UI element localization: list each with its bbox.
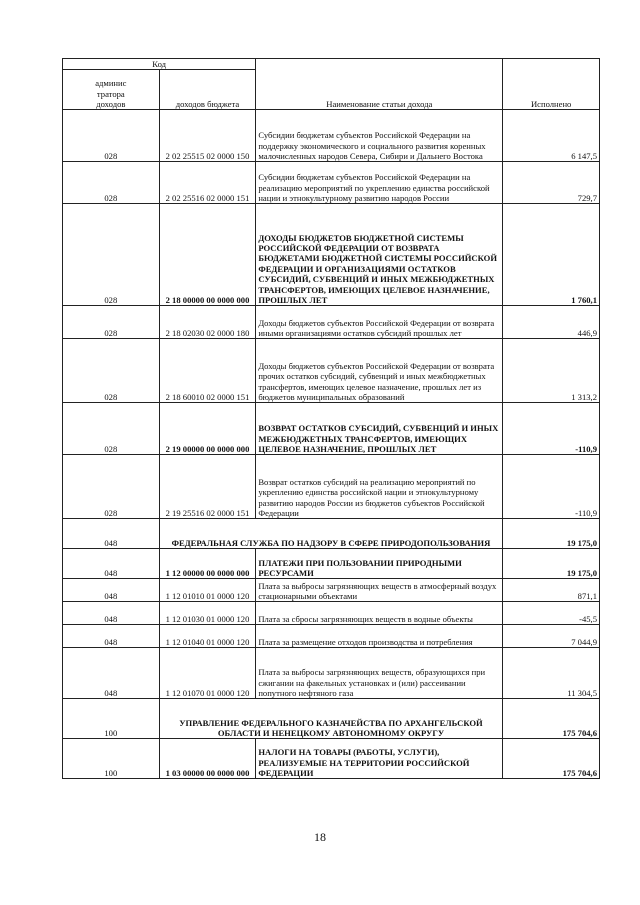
budget-code: 1 12 01030 01 0000 120	[159, 602, 256, 625]
header-row-top	[63, 59, 600, 70]
table-row	[63, 699, 600, 739]
admin-code: 028	[63, 455, 160, 519]
section-title: УПРАВЛЕНИЕ ФЕДЕРАЛЬНОГО КАЗНАЧЕЙСТВА ПО АРХАНГЕЛЬСКОЙ ОБЛАСТИ И НЕНЕЦКОМУ АВТОНОМНОМУ ОКРУГУ	[159, 699, 503, 739]
income-name: ВОЗВРАТ ОСТАТКОВ СУБСИДИЙ, СУБВЕНЦИЙ И ИНЫХ МЕЖБЮДЖЕТНЫХ ТРАНСФЕРТОВ, ИМЕЮЩИХ ЦЕЛЕВОЕ НАЗНАЧЕНИЕ, ПРОШЛЫХ ЛЕТ	[256, 403, 503, 455]
page-number: 18	[314, 830, 326, 844]
admin-code: 048	[63, 625, 160, 648]
income-name: Доходы бюджетов субъектов Российской Федерации от возврата иными организациями остатков субсидий прошлых лет	[256, 306, 503, 339]
budget-code: 2 02 25515 02 0000 150	[159, 110, 256, 162]
income-name: ПЛАТЕЖИ ПРИ ПОЛЬЗОВАНИИ ПРИРОДНЫМИ РЕСУРСАМИ	[256, 549, 503, 579]
executed-amount: -110,9	[503, 403, 600, 455]
executed-amount: 175 704,6	[503, 739, 600, 779]
admin-code: 028	[63, 110, 160, 162]
budget-code: 2 18 00000 00 0000 000	[159, 204, 256, 306]
admin-code: 048	[63, 549, 160, 579]
executed-amount: 7 044,9	[503, 625, 600, 648]
budget-code: 1 12 00000 00 0000 000	[159, 549, 256, 579]
budget-code: 1 12 01010 01 0000 120	[159, 579, 256, 602]
admin-code: 048	[63, 579, 160, 602]
executed-amount: -110,9	[503, 455, 600, 519]
admin-code: 048	[63, 648, 160, 699]
table-row	[63, 110, 600, 162]
table-row	[63, 625, 600, 648]
admin-code: 048	[63, 602, 160, 625]
header-executed: Исполнено	[503, 59, 600, 110]
executed-amount: 1 760,1	[503, 204, 600, 306]
table-row	[63, 204, 600, 306]
income-name: Доходы бюджетов субъектов Российской Федерации от возврата прочих остатков субсидий, субвенций и иных межбюджетных трансфертов, имеющих целевое назначение, прошлых лет из бюджетов муниципальных образований	[256, 339, 503, 403]
executed-amount: 729,7	[503, 162, 600, 204]
table-row	[63, 549, 600, 579]
budget-code: 2 18 02030 02 0000 180	[159, 306, 256, 339]
executed-amount: 19 175,0	[503, 549, 600, 579]
executed-amount: 1 313,2	[503, 339, 600, 403]
income-name: Возврат остатков субсидий на реализацию мероприятий по укреплению единства российской нации и этнокультурному развитию народов России из бюджетов субъектов Российской Федерации	[256, 455, 503, 519]
admin-code: 028	[63, 306, 160, 339]
budget-code: 1 12 01070 01 0000 120	[159, 648, 256, 699]
executed-amount: 446,9	[503, 306, 600, 339]
header-admin	[63, 70, 160, 110]
table-row	[63, 455, 600, 519]
admin-code: 028	[63, 162, 160, 204]
admin-code: 028	[63, 204, 160, 306]
header-budget-code: доходов бюджета	[159, 70, 256, 110]
table-row	[63, 648, 600, 699]
executed-amount: 871,1	[503, 579, 600, 602]
table-row	[63, 403, 600, 455]
header-name: Наименование статьи дохода	[256, 59, 503, 110]
executed-amount: 11 304,5	[503, 648, 600, 699]
budget-code: 1 12 01040 01 0000 120	[159, 625, 256, 648]
admin-code: 028	[63, 339, 160, 403]
admin-code: 028	[63, 403, 160, 455]
budget-code: 2 02 25516 02 0000 151	[159, 162, 256, 204]
header-admin-line-2: тратора	[96, 88, 125, 99]
header-code-group: Код	[63, 59, 256, 70]
income-name: Плата за размещение отходов производства и потребления	[256, 625, 503, 648]
budget-income-table	[62, 58, 600, 779]
header-admin-line-1: админис	[95, 78, 127, 89]
executed-amount: 19 175,0	[503, 519, 600, 549]
income-name: ДОХОДЫ БЮДЖЕТОВ БЮДЖЕТНОЙ СИСТЕМЫ РОССИЙСКОЙ ФЕДЕРАЦИИ ОТ ВОЗВРАТА БЮДЖЕТАМИ БЮДЖЕТНОЙ СИСТЕМЫ РОССИЙСКОЙ ФЕДЕРАЦИИ И ОРГАНИЗАЦИЯМИ ОСТАТКОВ СУБСИДИЙ, СУБВЕНЦИЙ И ИНЫХ МЕЖБЮДЖЕТНЫХ ТРАНСФЕРТОВ, ИМЕЮЩИХ ЦЕЛЕВОЕ НАЗНАЧЕНИЕ, ПРОШЛЫХ ЛЕТ	[256, 204, 503, 306]
admin-code: 048	[63, 519, 160, 549]
income-name: Плата за выбросы загрязняющих веществ, образующихся при сжигании на факельных установках и (или) рассеивании попутного нефтяного газа	[256, 648, 503, 699]
budget-code: 2 19 25516 02 0000 151	[159, 455, 256, 519]
executed-amount: 175 704,6	[503, 699, 600, 739]
income-name: Плата за сбросы загрязняющих веществ в водные объекты	[256, 602, 503, 625]
table-row	[63, 162, 600, 204]
executed-amount: 6 147,5	[503, 110, 600, 162]
admin-code: 100	[63, 739, 160, 779]
section-title: ФЕДЕРАЛЬНАЯ СЛУЖБА ПО НАДЗОРУ В СФЕРЕ ПРИРОДОПОЛЬЗОВАНИЯ	[159, 519, 503, 549]
header-admin-line-3: доходов	[96, 99, 126, 109]
admin-code: 100	[63, 699, 160, 739]
table-row	[63, 602, 600, 625]
table-row	[63, 739, 600, 779]
table-row	[63, 339, 600, 403]
budget-code: 1 03 00000 00 0000 000	[159, 739, 256, 779]
table-row	[63, 519, 600, 549]
table-row	[63, 579, 600, 602]
budget-code: 2 18 60010 02 0000 151	[159, 339, 256, 403]
income-name: Субсидии бюджетам субъектов Российской Федерации на реализацию мероприятий по укреплению единства российской нации и этнокультурному развитию народов России	[256, 162, 503, 204]
budget-code: 2 19 00000 00 0000 000	[159, 403, 256, 455]
income-name: Плата за выбросы загрязняющих веществ в атмосферный воздух стационарными объектами	[256, 579, 503, 602]
executed-amount: -45,5	[503, 602, 600, 625]
income-name: НАЛОГИ НА ТОВАРЫ (РАБОТЫ, УСЛУГИ), РЕАЛИЗУЕМЫЕ НА ТЕРРИТОРИИ РОССИЙСКОЙ ФЕДЕРАЦИИ	[256, 739, 503, 779]
table-row	[63, 306, 600, 339]
income-name: Субсидии бюджетам субъектов Российской Федерации на поддержку экономического и социального развития коренных малочисленных народов Севера, Сибири и Дальнего Востока	[256, 110, 503, 162]
